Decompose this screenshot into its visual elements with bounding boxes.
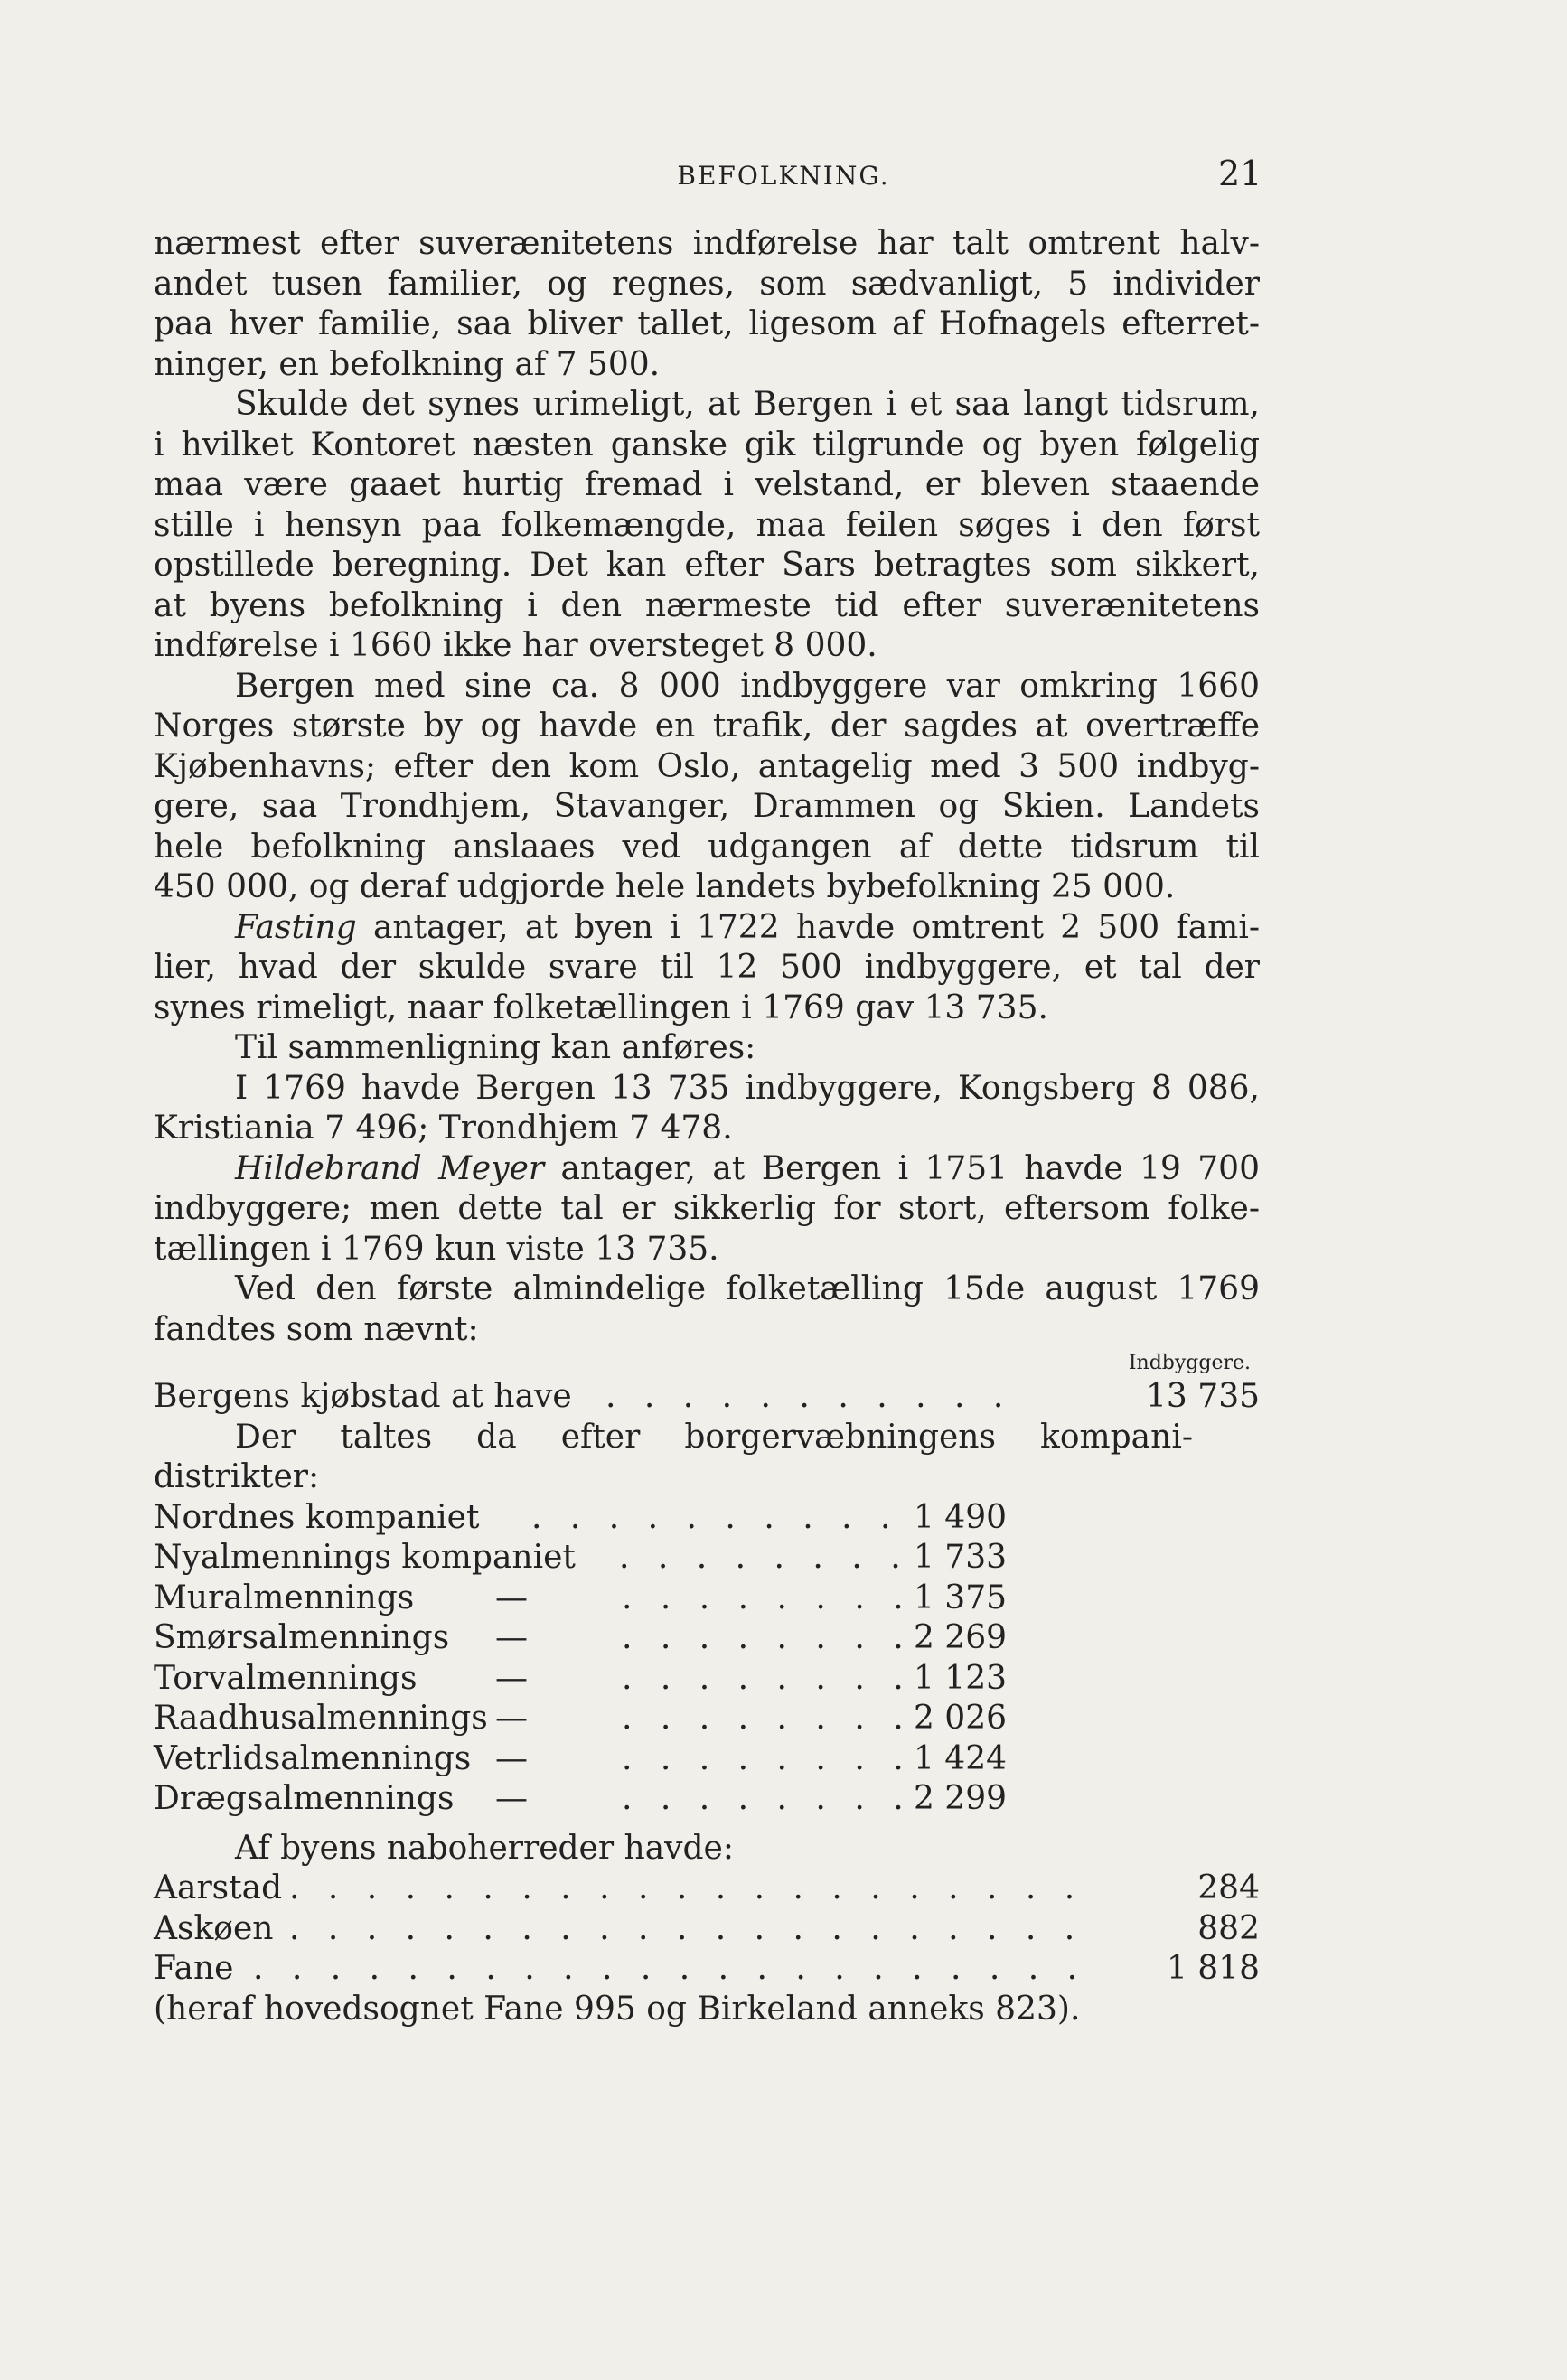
leader-dots: . . . . . . . .: [619, 1539, 910, 1576]
row-value: 284: [1197, 1869, 1260, 1907]
row-value: 1 375: [913, 1579, 1007, 1616]
leader-dots: . . . . . . . .: [622, 1659, 913, 1697]
row-value: 1 424: [913, 1739, 1007, 1777]
text-line: andet tusen familier, og regnes, som sædvanligt, 5 individer: [154, 265, 1260, 303]
row-label: Aarstad: [154, 1869, 283, 1907]
text-line: nærmest efter suverænitetens indførelse har talt omtrent halv-: [154, 225, 1260, 262]
text-line: Til sammenligning kan anføres:: [235, 1029, 756, 1066]
table-row: [154, 1618, 1260, 1659]
ditto-dash: —: [495, 1780, 528, 1817]
text-line: 450 000, og deraf udgjorde hele landets bybefolkning 25 000.: [154, 868, 1176, 905]
table-row: [154, 1699, 1260, 1739]
row-value: 13 735: [1146, 1378, 1260, 1415]
row-value: 1 123: [913, 1659, 1007, 1697]
row-label: Askøen: [154, 1909, 274, 1947]
text-line: paa hver familie, saa bliver tallet, ligesom af Hofnagels efterret-: [154, 305, 1260, 342]
row-label: Drægsalmennings: [154, 1780, 455, 1817]
row-label: Smørsalmennings: [154, 1619, 450, 1656]
text-line: maa være gaaet hurtig fremad i velstand, er bleven staaende: [154, 466, 1260, 503]
row-value: 2 026: [913, 1700, 1007, 1737]
text-line: Ved den første almindelige folketælling 15de august 1769: [235, 1270, 1260, 1307]
ditto-dash: —: [495, 1700, 528, 1737]
table-row: [154, 1909, 1260, 1950]
leader-dots: . . . . . . . .: [622, 1579, 913, 1616]
row-value: 882: [1197, 1909, 1260, 1947]
leader-dots: . . . . . . . . . .: [531, 1498, 900, 1536]
running-header: BEFOLKNING.: [677, 161, 890, 191]
leader-dots: . . . . . . . . . . .: [605, 1378, 1013, 1415]
row-label: Bergens kjøbstad at have: [154, 1378, 572, 1415]
table-row: [154, 1377, 1260, 1418]
table-row: [154, 1498, 1260, 1539]
neighbour-table: [154, 1869, 1260, 1990]
text-line: Af byens naboherreder havde:: [235, 1829, 734, 1867]
leader-dots: . . . . . . . . . . . . . . . . . . . . .: [289, 1909, 1084, 1947]
text-line: synes rimeligt, naar folketællingen i 1769 gav 13 735.: [154, 989, 1048, 1026]
table-row: [154, 1949, 1260, 1990]
author-name: Hildebrand Meyer: [235, 1149, 545, 1187]
author-name: Fasting: [235, 908, 357, 946]
text-line: tællingen i 1769 kun viste 13 735.: [154, 1230, 719, 1268]
row-value: 2 269: [913, 1619, 1007, 1656]
text-line: distrikter:: [154, 1458, 320, 1495]
leader-dots: . . . . . . . .: [622, 1619, 913, 1656]
text-line: Hildebrand Meyer antager, at Bergen i 1751 havde 19 700: [235, 1149, 1260, 1187]
table-row: [154, 1579, 1260, 1619]
text-line: ninger, en befolkning af 7 500.: [154, 345, 661, 383]
unit-caption: Indbyggere.: [1128, 1352, 1251, 1374]
text-line: opstillede beregning. Det kan efter Sars betragtes som sikkert,: [154, 547, 1260, 584]
ditto-dash: —: [495, 1739, 528, 1777]
company-table: [154, 1498, 1260, 1820]
text-line: Fasting antager, at byen i 1722 havde omtrent 2 500 fami-: [235, 908, 1260, 946]
text-line: Norges største by og havde en trafik, der sagdes at overtræffe: [154, 707, 1260, 745]
row-label: Torvalmennings: [154, 1659, 418, 1697]
text-line: i hvilket Kontoret næsten ganske gik tilgrunde og byen følgelig: [154, 426, 1260, 464]
row-value: 2 299: [913, 1780, 1007, 1817]
leader-dots: . . . . . . . .: [622, 1739, 913, 1777]
text-line: Kristiania 7 496; Trondhjem 7 478.: [154, 1110, 733, 1147]
leader-dots: . . . . . . . . . . . . . . . . . . . . . .: [253, 1950, 1087, 1987]
ditto-dash: —: [495, 1659, 528, 1697]
ditto-dash: —: [495, 1619, 528, 1656]
row-value: 1 733: [913, 1539, 1007, 1576]
table-row: [154, 1659, 1260, 1700]
row-value: 1 490: [913, 1498, 1007, 1536]
table-row: [154, 1538, 1260, 1579]
text-line: hele befolkning anslaaes ved udgangen af dette tidsrum til: [154, 828, 1260, 866]
row-label: Fane: [154, 1950, 234, 1987]
text-line: indførelse i 1660 ikke har oversteget 8 000.: [154, 627, 877, 664]
text-line: stille i hensyn paa folkemængde, maa feilen søges i den først: [154, 506, 1260, 544]
row-label: Nyalmennings kompaniet: [154, 1539, 576, 1576]
text-line: gere, saa Trondhjem, Stavanger, Drammen og Skien. Landets: [154, 788, 1260, 825]
footnote-line: (heraf hovedsognet Fane 995 og Birkeland anneks 823).: [154, 1990, 1081, 2028]
leader-dots: . . . . . . . . . . . . . . . . . . . . .: [289, 1869, 1084, 1907]
ditto-dash: —: [495, 1579, 528, 1616]
table-row: [154, 1869, 1260, 1909]
table-row: [154, 1739, 1260, 1780]
text-line: I 1769 havde Bergen 13 735 indbyggere, Kongsberg 8 086,: [235, 1069, 1260, 1107]
row-label: Raadhusalmennings: [154, 1700, 488, 1737]
table-row: [154, 1779, 1260, 1820]
row-label: Nordnes kompaniet: [154, 1498, 480, 1536]
text-line: Der taltes da efter borgervæbningens kompani-: [235, 1418, 1193, 1456]
text-line: Skulde det synes urimeligt, at Bergen i et saa langt tidsrum,: [235, 386, 1260, 423]
text-line: Bergen med sine ca. 8 000 indbyggere var omkring 1660: [235, 667, 1260, 705]
body-text: [154, 224, 1260, 2029]
page-number: 21: [1218, 154, 1262, 193]
leader-dots: . . . . . . . .: [622, 1700, 913, 1737]
text-line: lier, hvad der skulde svare til 12 500 indbyggere, et tal der: [154, 949, 1260, 986]
text-line: Kjøbenhavns; efter den kom Oslo, antagelig med 3 500 indbyg-: [154, 747, 1260, 785]
text-line: fandtes som nævnt:: [154, 1310, 479, 1348]
text-line: at byens befolkning i den nærmeste tid efter suverænitetens: [154, 586, 1260, 624]
row-label: Muralmennings: [154, 1579, 415, 1616]
text-line: indbyggere; men dette tal er sikkerlig for stort, eftersom folke-: [154, 1190, 1260, 1227]
leader-dots: . . . . . . . .: [622, 1780, 913, 1817]
row-label: Vetrlidsalmennings: [154, 1739, 472, 1777]
row-value: 1 818: [1166, 1950, 1260, 1987]
